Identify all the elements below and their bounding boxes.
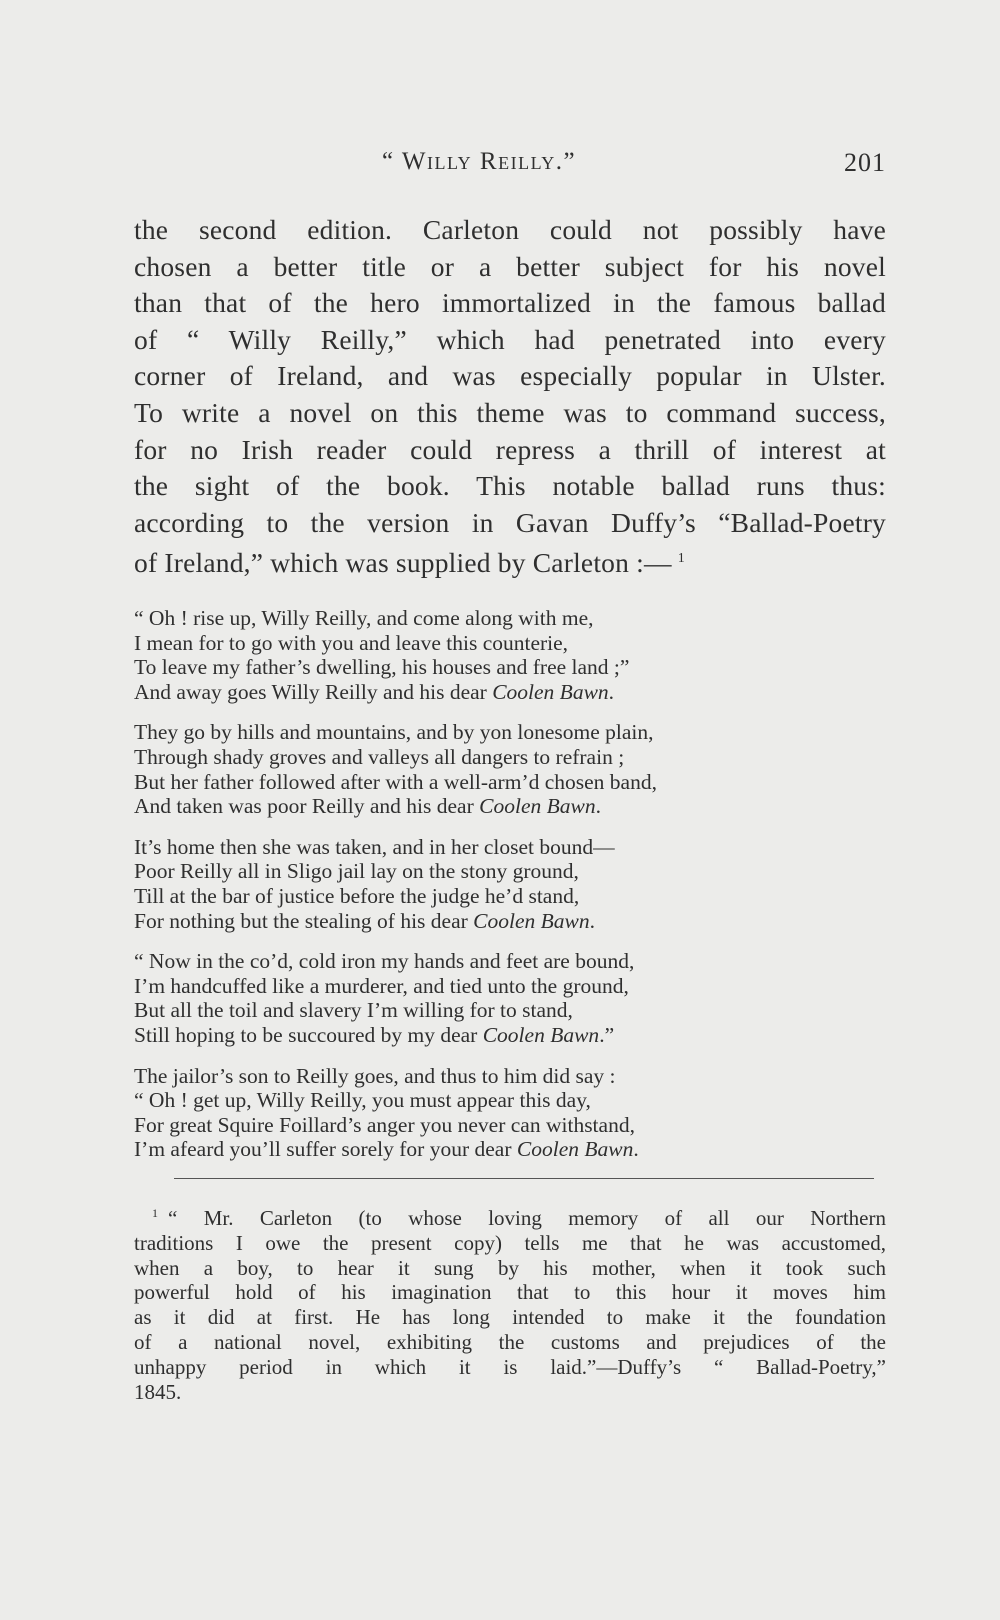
verse-line: It’s home then she was taken, and in her closet bound— <box>134 834 615 859</box>
verse-line: Till at the bar of justice before the judge he’d stand, <box>134 884 580 909</box>
footnote-reference: 1 <box>677 551 685 567</box>
body-line: of “ Willy Reilly,” which had penetrated into every <box>134 323 886 355</box>
body-line-last <box>134 541 886 582</box>
footnote-line: as it did at first. He has long intended to make it the foundation <box>134 1305 886 1330</box>
verse-line: But all the toil and slavery I’m willing for to stand, <box>134 998 573 1023</box>
footnote-line-text: “ Mr. Carleton (to whose loving memory of all our Northern <box>168 1205 886 1230</box>
footnote-line <box>134 1201 886 1231</box>
body-paragraph <box>134 212 886 582</box>
stanza <box>134 606 886 704</box>
verse-line: I’m handcuffed like a murderer, and tied unto the ground, <box>134 973 629 998</box>
stanza <box>134 1064 886 1162</box>
ballad <box>134 606 886 1162</box>
body-line-text: of Ireland,” which was supplied by Carleton :— <box>134 547 672 579</box>
verse-line: Through shady groves and valleys all dangers to refrain ; <box>134 745 625 770</box>
page-number: 201 <box>844 148 886 177</box>
verse-line: For nothing but the stealing of his dear Coolen Bawn. <box>134 908 596 933</box>
verse-line: For great Squire Foillard’s anger you never can withstand, <box>134 1112 635 1137</box>
italic-name: Coolen Bawn <box>516 1137 634 1162</box>
italic-name: Coolen Bawn <box>473 908 590 933</box>
verse-line: “ Now in the co’d, cold iron my hands and feet are bound, <box>134 949 635 974</box>
footnote-marker: 1 <box>152 1205 158 1220</box>
verse-line: I’m afeard you’ll suffer sorely for your dear Coolen Bawn. <box>134 1137 639 1162</box>
body-line: the sight of the book. This notable ballad runs thus: <box>134 470 886 502</box>
body-line: than that of the hero immortalized in the famous ballad <box>134 287 886 319</box>
italic-name: Coolen Bawn <box>482 1023 600 1047</box>
running-title: “ Willy Reilly.” <box>382 148 577 175</box>
stanza <box>134 720 886 818</box>
verse-line: I mean for to go with you and leave this counterie, <box>134 630 569 655</box>
stanza <box>134 835 886 933</box>
body-line: corner of Ireland, and was especially popular in Ulster. <box>134 360 886 392</box>
body-line: according to the version in Gavan Duffy’s “Ballad-Poetry <box>134 506 886 538</box>
verse-line: Poor Reilly all in Sligo jail lay on the stony ground, <box>134 859 579 884</box>
body-line: the second edition. Carleton could not possibly have <box>134 214 886 245</box>
body-line: for no Irish reader could repress a thrill of interest at <box>134 433 886 465</box>
stanza <box>134 949 886 1047</box>
verse-line: The jailor’s son to Reilly goes, and thus to him did say : <box>134 1063 616 1088</box>
body-line: chosen a better title or a better subject for his novel <box>134 250 886 282</box>
verse-line: They go by hills and mountains, and by yon lonesome plain, <box>134 720 654 745</box>
running-head <box>134 148 886 188</box>
body-line: To write a novel on this theme was to command success, <box>134 396 886 428</box>
footnote-line: 1845. <box>134 1379 182 1404</box>
footnote <box>134 1201 886 1404</box>
verse-line: To leave my father’s dwelling, his houses and free land ;” <box>134 655 630 680</box>
footnote-line: traditions I owe the present copy) tells me that he was accustomed, <box>134 1230 886 1255</box>
italic-name: Coolen Bawn <box>492 679 609 704</box>
verse-line: Still hoping to be succoured by my dear Coolen Bawn.” <box>134 1023 615 1047</box>
italic-name: Coolen Bawn <box>479 794 596 819</box>
footnote-line: of a national novel, exhibiting the customs and prejudices of the <box>134 1329 886 1354</box>
book-page <box>134 148 886 1404</box>
footnote-line: powerful hold of his imagination that to this hour it moves him <box>134 1280 886 1305</box>
verse-line: And taken was poor Reilly and his dear Coolen Bawn. <box>134 794 601 819</box>
verse-line: And away goes Willy Reilly and his dear Coolen Bawn. <box>134 679 615 704</box>
verse-line: But her father followed after with a well-arm’d chosen band, <box>134 769 657 794</box>
footnote-line: when a boy, to hear it sung by his mother, when it took such <box>134 1255 886 1280</box>
footnote-line: unhappy period in which it is laid.”—Duffy’s “ Ballad-Poetry,” <box>134 1354 886 1379</box>
verse-line: “ Oh ! rise up, Willy Reilly, and come along with me, <box>134 606 594 631</box>
footnote-divider <box>174 1178 874 1179</box>
verse-line: “ Oh ! get up, Willy Reilly, you must appear this day, <box>134 1088 591 1113</box>
